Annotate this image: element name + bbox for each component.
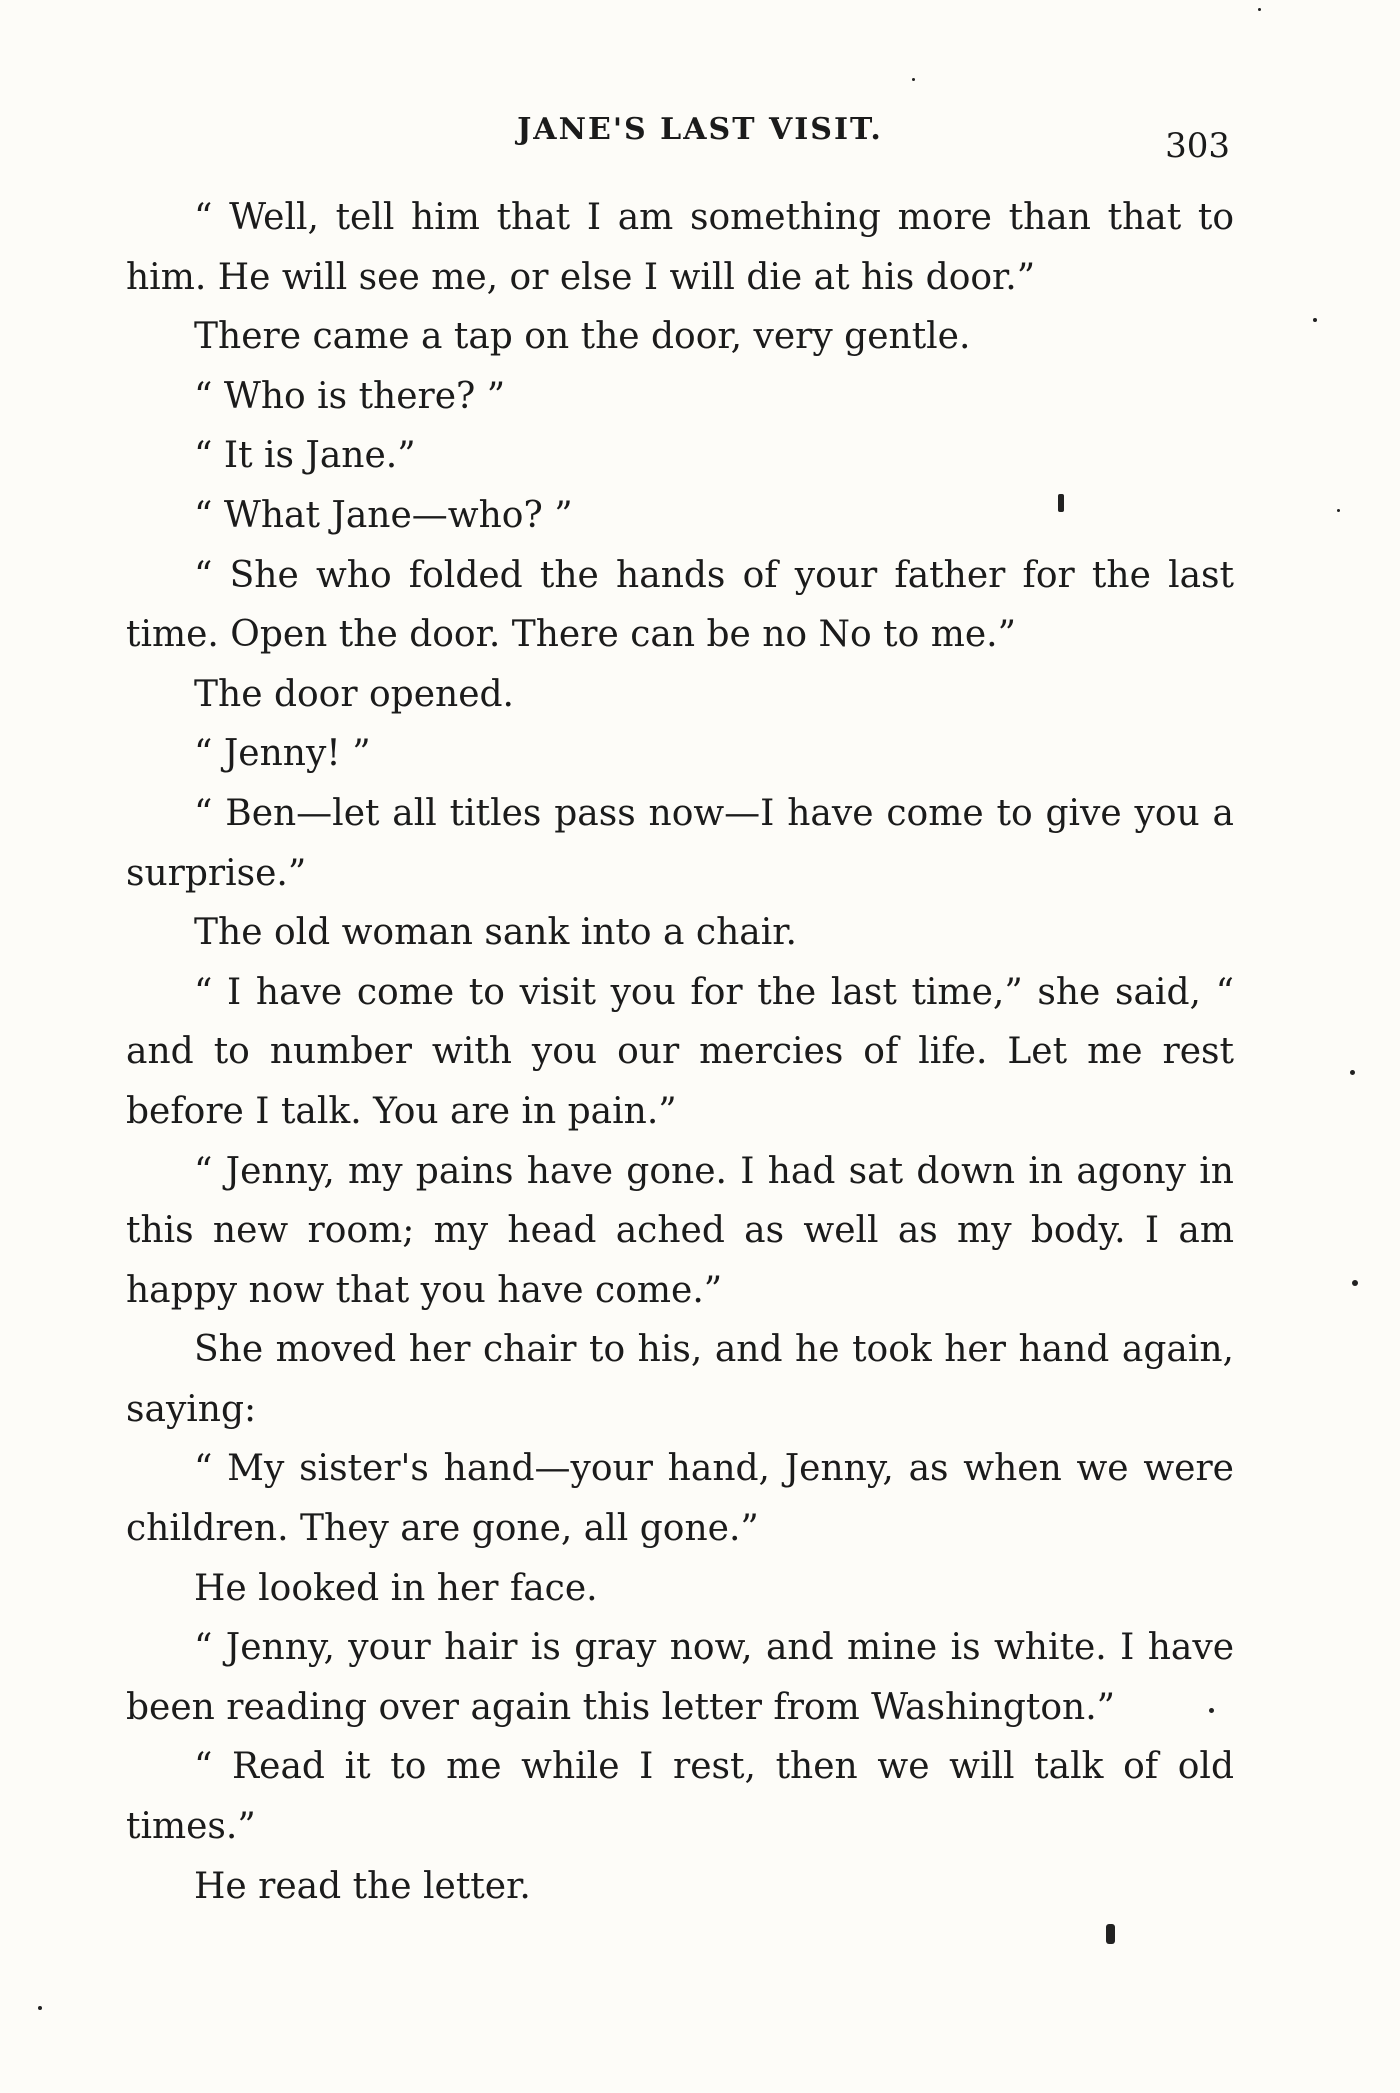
paragraph: “ Jenny! ” [194, 733, 371, 775]
running-head [0, 112, 1400, 166]
ink-speck [1350, 1070, 1355, 1075]
page-number: 303 [1165, 126, 1230, 166]
ink-speck [912, 78, 915, 81]
paragraph: “ Read it to me while I rest, then we will talk of old times.” [126, 1746, 1234, 1848]
paragraph: “ I have come to visit you for the last time,” she said, “ and to number with you our mercies of life. Let me rest before I talk. You are in pain.” [126, 971, 1234, 1132]
ink-speck [1258, 8, 1261, 11]
ink-speck [1313, 318, 1317, 322]
paragraph: “ It is Jane.” [194, 435, 416, 477]
paragraph: “ Jenny, my pains have gone. I had sat down in agony in this new room; my head ached as well as my body. I am happy now that you have come.” [126, 1150, 1234, 1311]
paragraph: The door opened. [194, 673, 514, 715]
ink-speck [1337, 509, 1340, 512]
ink-speck [1058, 494, 1064, 512]
ink-speck [1106, 1924, 1115, 1944]
paragraph: “ Jenny, your hair is gray now, and mine is white. I have been reading over again this letter from Washington.” [126, 1627, 1234, 1728]
paragraph: There came a tap on the door, very gentle. [194, 316, 971, 358]
paragraph: “ What Jane—who? ” [194, 494, 573, 536]
paragraph: “ Ben—let all titles pass now—I have come to give you a surprise.” [126, 792, 1234, 894]
ink-speck [1352, 1280, 1358, 1286]
paragraph: The old woman sank into a chair. [194, 912, 797, 954]
paragraph: “ Who is there? ” [194, 375, 506, 417]
paragraph: He looked in her face. [194, 1567, 598, 1609]
paragraph: “ Well, tell him that I am something more than that to him. He will see me, or else I will die at his door.” [126, 197, 1234, 298]
ink-speck [1209, 1708, 1214, 1713]
paragraph: “ She who folded the hands of your father for the last time. Open the door. There can be no No to me.” [126, 554, 1234, 656]
paragraph: She moved her chair to his, and he took her hand again, saying: [126, 1329, 1234, 1430]
running-title: JANE'S LAST VISIT. [517, 112, 883, 147]
paragraph: He read the letter. [194, 1865, 531, 1907]
ink-speck [38, 2006, 42, 2010]
body-text [126, 188, 1234, 1916]
paragraph: “ My sister's hand—your hand, Jenny, as when we were children. They are gone, all gone.” [126, 1448, 1234, 1550]
